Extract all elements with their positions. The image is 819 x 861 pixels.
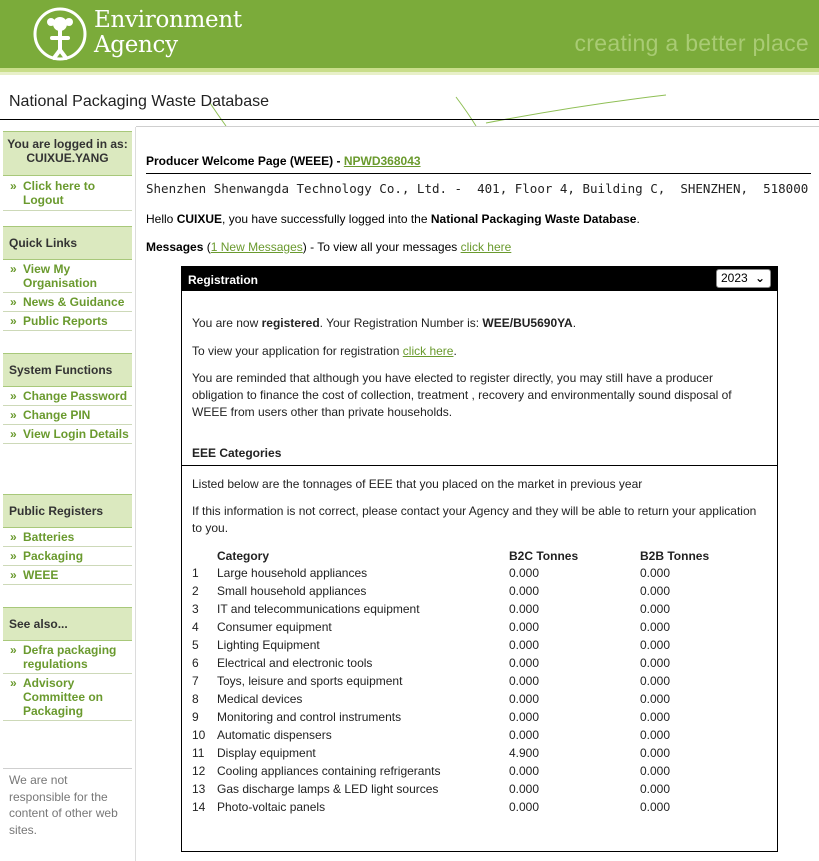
b2b-tonnes: 0.000 — [640, 746, 671, 760]
category-name: Lighting Equipment — [217, 638, 320, 652]
category-number: 5 — [192, 638, 199, 652]
category-number: 8 — [192, 692, 199, 706]
category-name: Large household appliances — [217, 566, 368, 580]
logout-link[interactable]: » Click here to Logout — [3, 176, 132, 211]
sidebar-item-view-login-details[interactable]: » View Login Details — [3, 425, 132, 444]
see-also-section — [3, 607, 132, 721]
login-status: You are logged in as: CUIXUE.YANG — [3, 131, 132, 176]
tagline: creating a better place — [574, 30, 809, 56]
chevron-right-icon: » — [10, 179, 17, 193]
sidebar-item-defra-packaging-regulations[interactable]: » Defra packaging regulations — [3, 641, 132, 674]
sidebar-item-news-guidance[interactable]: » News & Guidance — [3, 293, 132, 312]
b2c-tonnes: 0.000 — [509, 728, 540, 742]
b2b-tonnes: 0.000 — [640, 728, 671, 742]
b2b-tonnes: 0.000 — [640, 674, 671, 688]
b2c-tonnes: 0.000 — [509, 602, 540, 616]
sidebar-item-public-reports[interactable]: » Public Reports — [3, 312, 132, 331]
category-number: 2 — [192, 584, 199, 598]
chevron-right-icon: » — [10, 643, 17, 657]
category-number: 4 — [192, 620, 199, 634]
table-row — [192, 708, 752, 726]
database-title: National Packaging Waste Database — [9, 93, 269, 110]
table-header — [192, 547, 752, 565]
brand-name: Environment Agency — [94, 7, 242, 58]
chevron-right-icon: » — [10, 314, 17, 328]
table-row — [192, 672, 752, 690]
table-row — [192, 798, 752, 816]
new-messages-link[interactable]: 1 New Messages — [210, 240, 303, 254]
table-row — [192, 564, 752, 582]
b2b-tonnes: 0.000 — [640, 620, 671, 634]
chevron-right-icon: » — [10, 530, 17, 544]
b2c-tonnes: 0.000 — [509, 764, 540, 778]
b2b-tonnes: 0.000 — [640, 656, 671, 670]
chevron-right-icon: » — [10, 389, 17, 403]
registration-body — [182, 291, 777, 851]
table-row — [192, 600, 752, 618]
title-divider — [0, 119, 819, 120]
b2b-tonnes: 0.000 — [640, 602, 671, 616]
public-registers-heading: Public Registers — [3, 494, 132, 528]
header-stripe-light — [0, 72, 819, 75]
column-header-b2c: B2C Tonnes — [509, 549, 579, 563]
registered-status: You are now registered. Your Registration Number is: WEE/BU5690YA. — [192, 316, 577, 330]
sidebar-border — [135, 127, 136, 861]
incorrect-info-text: If this information is not correct, please contact your Agency and they will be able to return your application to you. — [192, 504, 757, 535]
category-number: 7 — [192, 674, 199, 688]
category-name: Consumer equipment — [217, 620, 332, 634]
b2c-tonnes: 0.000 — [509, 692, 540, 706]
chevron-right-icon: » — [10, 427, 17, 441]
b2c-tonnes: 0.000 — [509, 566, 540, 580]
view-application-line: To view your application for registration click here. — [192, 344, 457, 358]
page-title: Producer Welcome Page (WEEE) - NPWD368043 — [146, 154, 421, 168]
view-all-messages-link[interactable]: click here — [460, 240, 512, 254]
welcome-message: Hello CUIXUE, you have successfully logged into the National Packaging Waste Database. — [146, 212, 640, 226]
content-divider — [136, 126, 819, 127]
sidebar-item-change-password[interactable]: » Change Password — [3, 387, 132, 406]
sidebar-item-batteries[interactable]: » Batteries — [3, 528, 132, 547]
category-name: Cooling appliances containing refrigerants — [217, 764, 441, 778]
public-registers-section — [3, 494, 132, 585]
b2c-tonnes: 0.000 — [509, 584, 540, 598]
sidebar-item-change-pin[interactable]: » Change PIN — [3, 406, 132, 425]
table-row — [192, 762, 752, 780]
category-name: Monitoring and control instruments — [217, 710, 402, 724]
producer-id-link[interactable]: NPWD368043 — [343, 154, 421, 168]
table-row — [192, 654, 752, 672]
category-name: IT and telecommunications equipment — [217, 602, 420, 616]
system-functions-heading: System Functions — [3, 353, 132, 387]
category-name: Small household appliances — [217, 584, 367, 598]
category-name: Automatic dispensers — [217, 728, 332, 742]
registration-panel — [181, 266, 778, 852]
category-name: Medical devices — [217, 692, 303, 706]
sidebar-item-weee[interactable]: » WEEE — [3, 566, 132, 585]
b2b-tonnes: 0.000 — [640, 710, 671, 724]
chevron-right-icon: » — [10, 408, 17, 422]
column-header-b2b: B2B Tonnes — [640, 549, 710, 563]
category-name: Electrical and electronic tools — [217, 656, 373, 670]
chevron-right-icon: » — [10, 676, 17, 690]
table-row — [192, 690, 752, 708]
quick-links-section — [3, 226, 132, 331]
system-functions-section — [3, 353, 132, 444]
see-also-heading: See also... — [3, 607, 132, 641]
chevron-right-icon: » — [10, 568, 17, 582]
view-application-link[interactable]: click here — [402, 344, 454, 358]
category-number: 9 — [192, 710, 199, 724]
b2b-tonnes: 0.000 — [640, 692, 671, 706]
sidebar-item-view-my-organisation[interactable]: » View My Organisation — [3, 260, 132, 293]
b2b-tonnes: 0.000 — [640, 800, 671, 814]
listed-tonnages-text: Listed below are the tonnages of EEE that you placed on the market in previous year — [192, 477, 643, 491]
category-name: Display equipment — [217, 746, 316, 760]
chevron-right-icon: » — [10, 549, 17, 563]
category-number: 13 — [192, 782, 206, 796]
category-name: Photo-voltaic panels — [217, 800, 326, 814]
site-header — [0, 0, 819, 68]
category-name: Toys, leisure and sports equipment — [217, 674, 403, 688]
b2b-tonnes: 0.000 — [640, 584, 671, 598]
chevron-down-icon: ⌄ — [754, 271, 765, 285]
messages-line: Messages (1 New Messages) - To view all your messages click here — [146, 240, 512, 254]
environment-agency-logo-icon[interactable] — [32, 6, 88, 62]
b2c-tonnes: 0.000 — [509, 782, 540, 796]
b2c-tonnes: 0.000 — [509, 656, 540, 670]
b2c-tonnes: 0.000 — [509, 800, 540, 814]
table-row — [192, 744, 752, 762]
decorative-lines — [200, 85, 680, 135]
year-select[interactable]: 2023 ⌄ — [716, 269, 771, 288]
registration-header: Registration 2023 ⌄ — [182, 267, 777, 291]
column-header-category: Category — [217, 549, 270, 563]
b2c-tonnes: 0.000 — [509, 638, 540, 652]
category-number: 10 — [192, 728, 206, 742]
b2c-tonnes: 0.000 — [509, 674, 540, 688]
sidebar-item-packaging[interactable]: » Packaging — [3, 547, 132, 566]
table-row — [192, 618, 752, 636]
table-row — [192, 636, 752, 654]
b2b-tonnes: 0.000 — [640, 782, 671, 796]
obligation-reminder: You are reminded that although you have elected to register directly, you may still have a producer obligation to finance the cost of collection, treatment , recovery and environmentally sound disposal of WEEE from users other than private households. — [192, 371, 732, 419]
eee-categories-heading: EEE Categories — [192, 446, 282, 460]
quick-links-heading: Quick Links — [3, 226, 132, 260]
category-name: Gas discharge lamps & LED light sources — [217, 782, 439, 796]
sidebar-item-advisory-committee[interactable]: » Advisory Committee on Packaging — [3, 674, 132, 721]
chevron-right-icon: » — [10, 295, 17, 309]
table-row — [192, 726, 752, 744]
b2b-tonnes: 0.000 — [640, 638, 671, 652]
b2c-tonnes: 0.000 — [509, 710, 540, 724]
page-title-divider — [146, 173, 811, 174]
disclaimer-text: We are not responsible for the content of other web sites. — [3, 768, 132, 841]
b2b-tonnes: 0.000 — [640, 566, 671, 580]
b2c-tonnes: 0.000 — [509, 620, 540, 634]
company-address: Shenzhen Shenwangda Technology Co., Ltd. - 401, Floor 4, Building C, SHENZHEN, 518000 — [146, 181, 809, 196]
login-panel — [3, 131, 132, 211]
category-number: 6 — [192, 656, 199, 670]
b2b-tonnes: 0.000 — [640, 764, 671, 778]
category-number: 14 — [192, 800, 206, 814]
b2c-tonnes: 4.900 — [509, 746, 540, 760]
eee-divider — [182, 465, 777, 466]
chevron-right-icon: » — [10, 262, 17, 276]
category-number: 3 — [192, 602, 199, 616]
table-row — [192, 780, 752, 798]
category-number: 1 — [192, 566, 199, 580]
category-number: 11 — [192, 746, 205, 760]
table-row — [192, 582, 752, 600]
category-number: 12 — [192, 764, 206, 778]
